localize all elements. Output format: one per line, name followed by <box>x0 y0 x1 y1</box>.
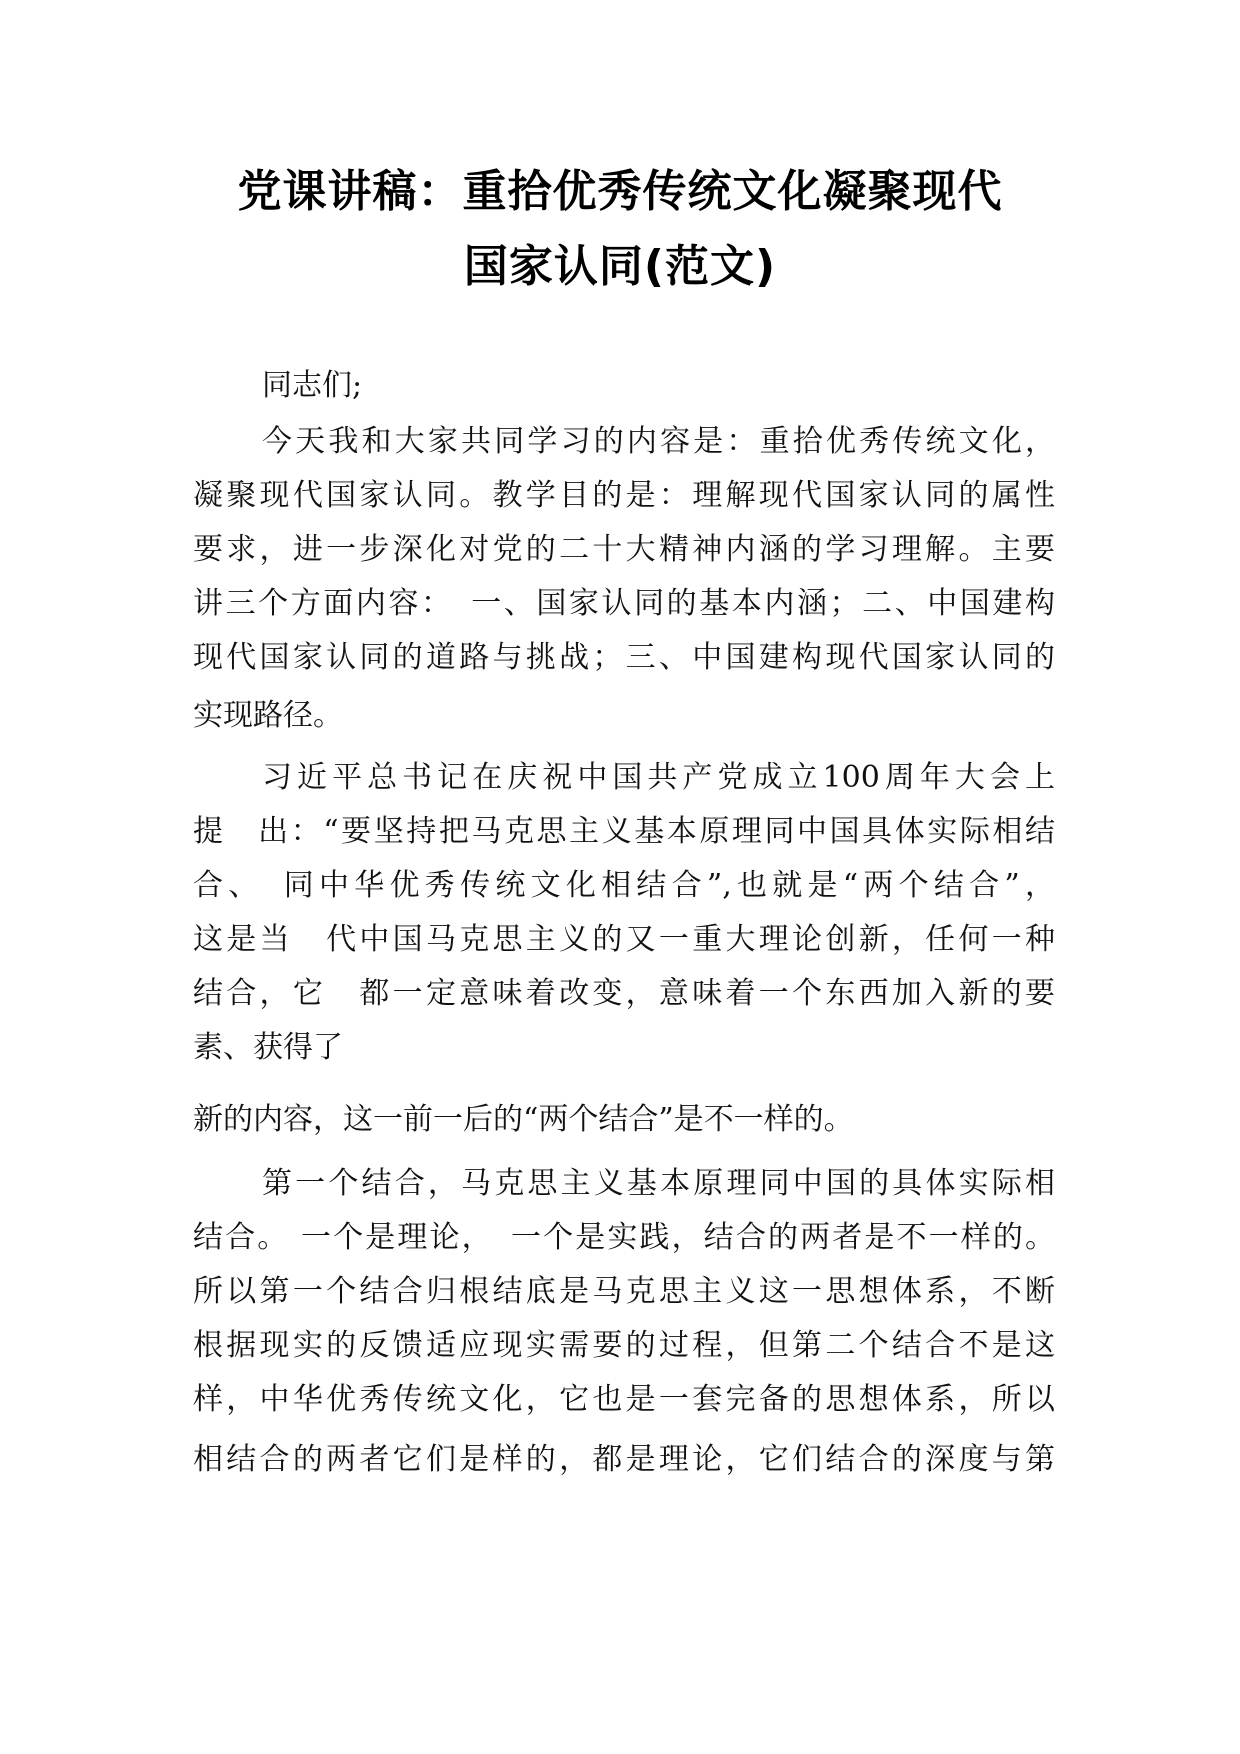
paragraph-line: 新的内容，这一前一后的“两个结合”是不一样的。 <box>193 1102 854 1137</box>
paragraph-line: 素、获得了 <box>193 1030 343 1065</box>
paragraph-line: 合、 同中华优秀传统文化相结合”,也就是“两个结合”， <box>193 868 1055 903</box>
paragraph-line: 实现路径。 <box>193 698 343 733</box>
paragraph-line: 第一个结合，马克思主义基本原理同中国的具体实际相 <box>262 1166 1055 1201</box>
paragraph-line: 样，中华优秀传统文化，它也是一套完备的思想体系，所以 <box>193 1382 1055 1417</box>
paragraph-line: 所以第一个结合归根结底是马克思主义这一思想体系，不断 <box>193 1274 1055 1309</box>
paragraph-line: 提 出：“要坚持把马克思主义基本原理同中国具体实际相结 <box>193 814 1055 849</box>
paragraph-line: 现代国家认同的道路与挑战；三、中国建构现代国家认同的 <box>193 640 1055 675</box>
paragraph-line: 要求，进一步深化对党的二十大精神内涵的学习理解。主要 <box>193 532 1055 567</box>
salutation: 同志们; <box>262 368 363 403</box>
paragraph-line: 相结合的两者它们是样的，都是理论，它们结合的深度与第 <box>193 1442 1055 1477</box>
document-title-line-2: 国家认同(范文) <box>463 241 777 292</box>
paragraph-line: 凝聚现代国家认同。教学目的是：理解现代国家认同的属性 <box>193 478 1055 513</box>
paragraph-line: 习近平总书记在庆祝中国共产党成立100周年大会上 <box>262 760 1055 795</box>
paragraph-line: 这是当 代中国马克思主义的又一重大理论创新，任何一种 <box>193 922 1055 957</box>
paragraph-line: 结合。 一个是理论， 一个是实践，结合的两者是不一样的。 <box>193 1220 1055 1255</box>
paragraph-line: 根据现实的反馈适应现实需要的过程，但第二个结合不是这 <box>193 1328 1055 1363</box>
document-title-line-1: 党课讲稿：重拾优秀传统文化凝聚现代 <box>237 166 1003 217</box>
paragraph-line: 讲三个方面内容： 一、国家认同的基本内涵；二、中国建构 <box>193 586 1055 621</box>
paragraph-line: 结合，它 都一定意味着改变，意味着一个东西加入新的要 <box>193 976 1055 1011</box>
paragraph-line: 今天我和大家共同学习的内容是：重拾优秀传统文化， <box>262 424 1055 459</box>
